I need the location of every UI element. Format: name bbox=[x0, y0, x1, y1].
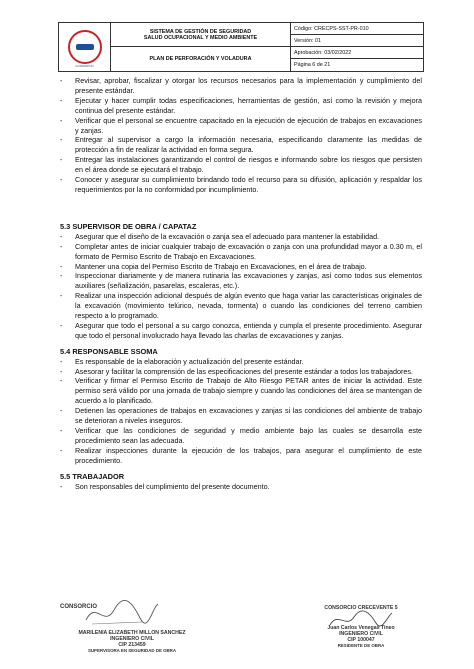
list-item: - Detienen las operaciones de trabajos en excavaciones y zanjas si las condiciones del ambiente de trabajo se deterioran a niveles inseguros. bbox=[60, 406, 422, 426]
header-subtitle: PLAN DE PERFORACIÓN Y VOLADURA bbox=[111, 47, 291, 71]
signature-title: SUPERVISORA EN SEGURIDAD DE OBRA bbox=[87, 648, 177, 653]
header-page: Página 6 de 21 bbox=[294, 62, 331, 68]
signature-right bbox=[296, 595, 426, 660]
list-item: - Completar antes de iniciar cualquier trabajo de excavación o zanja con una profundidad mayor a 0.30 m, el formato de Permiso Escrito de Trabajo en Excavaciones. bbox=[60, 242, 422, 262]
signature-cip: CIP 213459 bbox=[118, 642, 146, 648]
section-5-5-list bbox=[60, 482, 422, 492]
section-5-3-list bbox=[60, 232, 422, 341]
section-title-5-5: 5.5 TRABAJADOR bbox=[60, 471, 125, 481]
list-item: - Verificar y firmar el Permiso Escrito de Trabajo de Alto Riesgo PETAR antes de iniciar la actividad. Este permiso será válido por una jornada de trabajo siempre y cuando las condiciones del área se mantengan de acuerdo a lo planificado. bbox=[60, 376, 422, 406]
top-list bbox=[60, 76, 422, 195]
document-body bbox=[60, 76, 422, 491]
list-item: - Asegurar que el diseño de la excavación o zanja sea el adecuado para mantener la estabilidad. bbox=[60, 232, 422, 242]
list-item: - Ejecutar y hacer cumplir todas especificaciones, herramientas de gestión, así como la revisión y mejora continua del presente estándar. bbox=[60, 96, 422, 116]
header-title: SISTEMA DE GESTIÓN DE SEGURIDAD SALUD OCUPACIONAL Y MEDIO AMBIENTE bbox=[111, 23, 291, 47]
list-item: - Inspeccionar diariamente y de manera rutinaria las excavaciones y zanjas, así como todos sus elementos auxiliares (señalización, pasarelas, escaleras, etc.). bbox=[60, 271, 422, 291]
list-item: - Son responsables del cumplimiento del presente documento. bbox=[60, 482, 422, 492]
list-item: - Revisar, aprobar, fiscalizar y otorgar los recursos necesarios para la implementación y cumplimiento del presente estándar. bbox=[60, 76, 422, 96]
header-version: Versión: 01 bbox=[291, 35, 423, 47]
list-item: - Asegurar que todo el personal a su cargo conozca, entienda y cumpla el presente procedimiento. Asegurar que todo el personal involucrado haya llevado las charlas de excavaciones y zanjas. bbox=[60, 321, 422, 341]
signature-title: RESIDENTE DE OBRA bbox=[337, 643, 385, 648]
signature-name: MARILENIA ELIZABETH MILLON SANCHEZ bbox=[78, 630, 186, 636]
signature-name: Juan Carlos Venegas Tineo bbox=[327, 625, 395, 631]
list-item: - Entregar al supervisor a cargo la información necesaria, especificando claramente las medidas de protección a fin de realizar la actividad en forma segura. bbox=[60, 135, 422, 155]
document-header bbox=[58, 22, 424, 72]
signature-scribble bbox=[82, 598, 162, 628]
signature-cip: CIP 100047 bbox=[347, 637, 375, 643]
list-item: - Entregar las instalaciones garantizando el control de riesgos e informando sobre los riesgos que persisten en el área donde se ejecutará el trabajo. bbox=[60, 155, 422, 175]
signature-role: INGENIERO CIVIL bbox=[339, 631, 383, 637]
signature-org: CONSORCIO bbox=[60, 604, 98, 610]
header-code: Código: CRECPS-SST-PR-010 bbox=[291, 23, 423, 35]
list-item: - Asesorar y facilitar la comprensión de las especificaciones del presente estándar a todos los trabajadores. bbox=[60, 367, 422, 377]
list-item: - Conocer y asegurar su cumplimiento brindando todo el recurso para su difusión, aplicación y respaldar los requerimientos por la no conformidad por incumplimiento. bbox=[60, 175, 422, 195]
signature-org: CONSORCIO CRECEVENTE 5 bbox=[324, 605, 398, 611]
list-item: - Verificar que las condiciones de seguridad y medio ambiente bajo las cuales se desarrolla este procedimiento sean las adecuada. bbox=[60, 426, 422, 446]
section-5-4-list bbox=[60, 357, 422, 466]
list-item: - Es responsable de la elaboración y actualización del presente estándar. bbox=[60, 357, 422, 367]
section-title-5-3: 5.3 SUPERVISOR DE OBRA / CAPATAZ bbox=[60, 221, 197, 231]
section-title-5-4: 5.4 RESPONSABLE SSOMA bbox=[60, 346, 158, 356]
company-logo: CONSORCIO bbox=[59, 23, 111, 71]
signature-left bbox=[62, 598, 202, 660]
list-item: - Mantener una copia del Permiso Escrito de Trabajo en Excavaciones, en el área de trabajo. bbox=[60, 262, 422, 272]
list-item: - Verificar que el personal se encuentre capacitado en la ejecución de ejecución de trabajos en excavaciones y zanjas. bbox=[60, 116, 422, 136]
signature-role: INGENIERO CIVIL bbox=[110, 636, 154, 642]
list-item: - Realizar una inspección adicional después de algún evento que haga variar las características originales de la excavación (movimiento telúrico, nevada, tormenta) o cuando las condiciones del terreno cambien respecto a lo programado. bbox=[60, 291, 422, 321]
list-item: - Realizar inspecciones durante la ejecución de los trabajos, para asegurar el cumplimiento de este procedimiento. bbox=[60, 446, 422, 466]
header-approval: Aprobación: 03/02/2022 bbox=[291, 47, 423, 59]
